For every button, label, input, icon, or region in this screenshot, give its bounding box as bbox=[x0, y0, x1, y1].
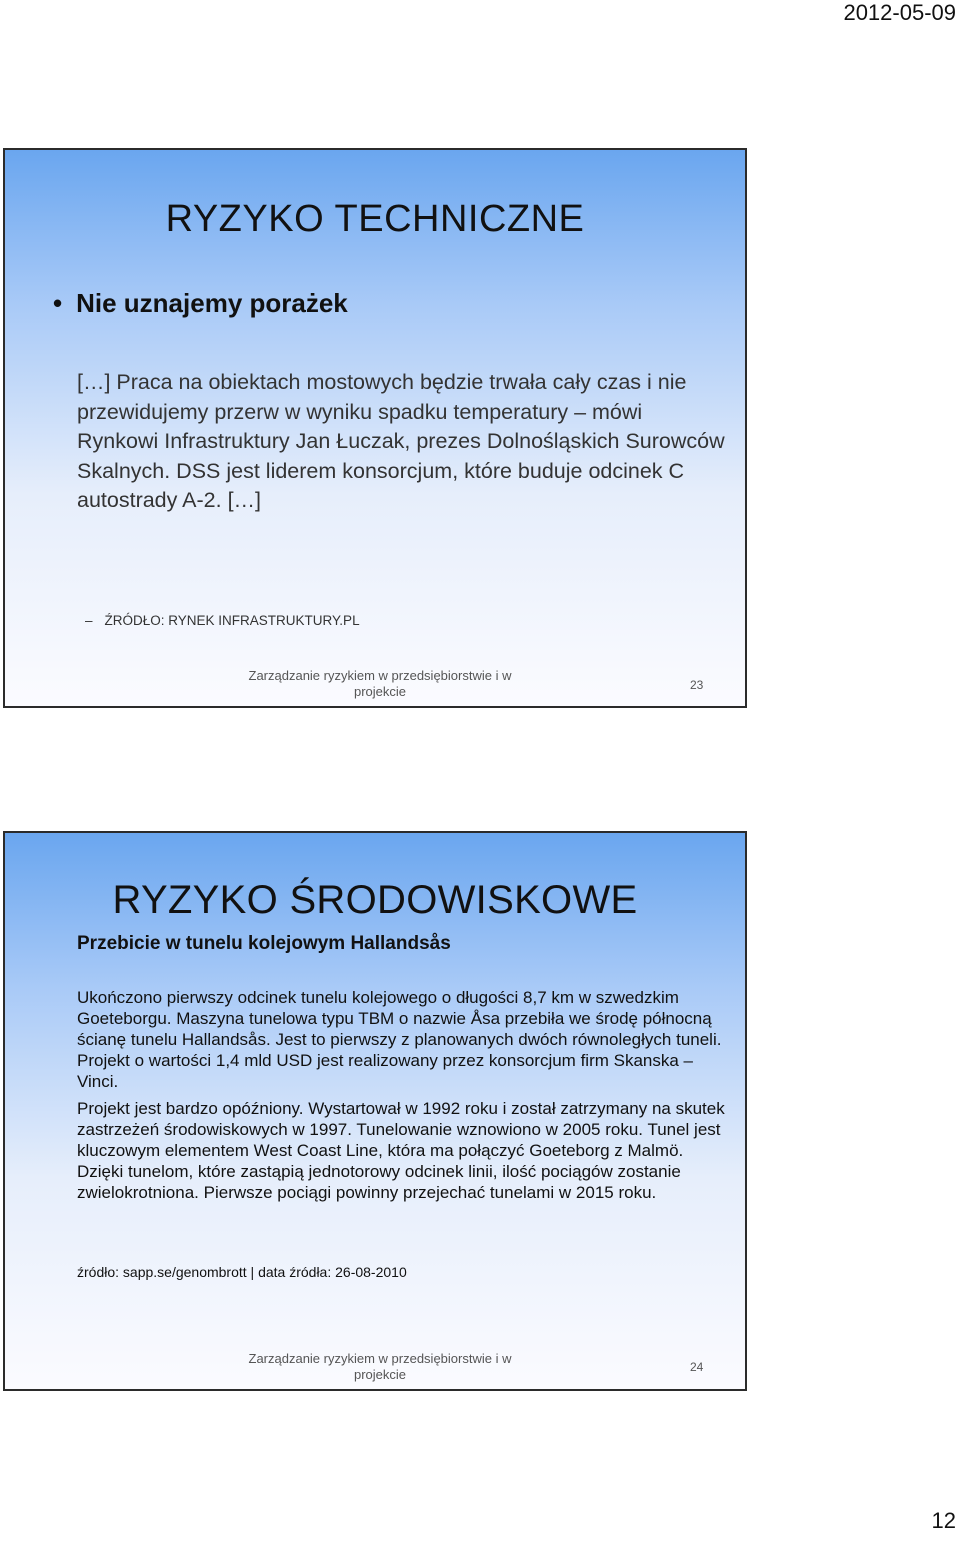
source-text: ŹRÓDŁO: RYNEK INFRASTRUKTURY.PL bbox=[104, 613, 360, 628]
slide-footer-text: Zarządzanie ryzykiem w przedsiębiorstwie i w projekcie bbox=[248, 1351, 512, 1382]
bullet-text: Nie uznajemy porażek bbox=[76, 288, 348, 318]
body-paragraph: Ukończono pierwszy odcinek tunelu kolejowego o długości 8,7 km w szwedzkim Goeteborgu. Maszyna tunelowa typu TBM o nazwie Åsa przebiła we środę północną ścianę tunelu Hallandsås. Jest to pierwszy z planowanych dwóch równoległych tuneli. Projekt o wartości 1,4 mld USD jest realizowany przez konsorcjum firm Skanska – Vinci. bbox=[77, 988, 722, 1091]
slide-subtitle: Przebicie w tunelu kolejowym Hallandsås bbox=[77, 933, 451, 954]
slide-title: RYZYKO ŚRODOWISKOWE bbox=[112, 878, 638, 922]
slide-23 bbox=[3, 148, 747, 708]
body-paragraph: Projekt jest bardzo opóźniony. Wystartował w 1992 roku i został zatrzymany na skutek zastrzeżeń środowiskowych w 1997. Tunelowanie wznowiono w 2005 roku. Tunel jest kluczowym elementem West Coast Line, która ma połączyć Goeteborg z Malmö. Dzięki tunelom, które zastąpią jednotorowy odcinek linii, ilość pociągów zostanie zwielokrotniona. Pierwsze pociągi powinny przejechać tunelami w 2015 roku. bbox=[77, 1099, 725, 1202]
dash-icon: – bbox=[85, 613, 93, 628]
slide-title: RYZYKO TECHNICZNE bbox=[165, 198, 585, 240]
source-text: źródło: sapp.se/genombrott | data źródła: 26-08-2010 bbox=[77, 1264, 407, 1280]
slide-24 bbox=[3, 831, 747, 1391]
slide-number: 23 bbox=[690, 678, 704, 692]
page-number: 12 bbox=[931, 1508, 956, 1533]
bullet-icon: • bbox=[53, 288, 63, 318]
source-line bbox=[85, 613, 360, 628]
slide-number: 24 bbox=[690, 1360, 704, 1374]
page-date: 2012-05-09 bbox=[843, 0, 956, 25]
bullet-item bbox=[53, 288, 348, 319]
quote-text: […] Praca na obiektach mostowych będzie trwała cały czas i nie przewidujemy przerw w wyniku spadku temperatury – mówi Rynkowi Infrastruktury Jan Łuczak, prezes Dolnośląskich Surowców Skalnych. DSS jest liderem konsorcjum, które buduje odcinek C autostrady A-2. […] bbox=[77, 370, 725, 512]
slide-footer-text: Zarządzanie ryzykiem w przedsiębiorstwie i w projekcie bbox=[248, 668, 512, 699]
